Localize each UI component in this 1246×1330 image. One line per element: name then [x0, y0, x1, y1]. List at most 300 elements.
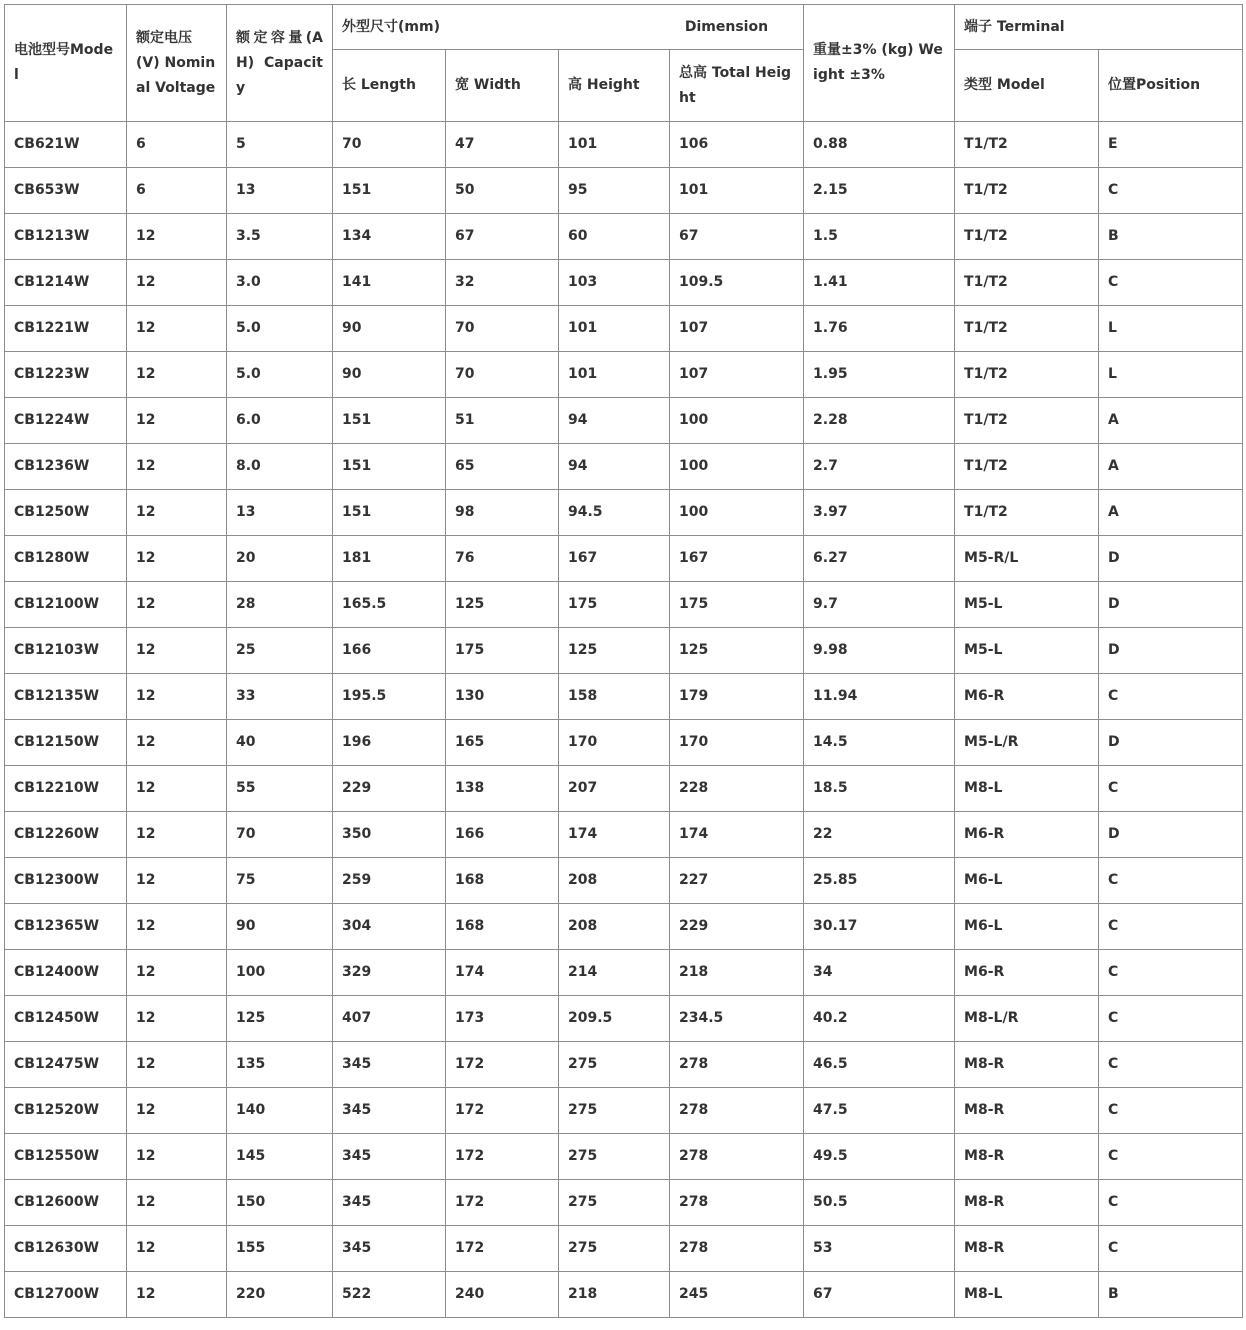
model-cell: CB1236W — [5, 444, 127, 490]
model-cell: CB1250W — [5, 490, 127, 536]
voltage-cell: 12 — [127, 1226, 227, 1272]
total-height-cell: 179 — [670, 674, 804, 720]
table-row — [5, 1134, 1243, 1180]
model-cell: CB1213W — [5, 214, 127, 260]
terminal-position-cell: D — [1099, 812, 1243, 858]
terminal-position-cell: D — [1099, 628, 1243, 674]
table-row — [5, 766, 1243, 812]
total-height-cell: 167 — [670, 536, 804, 582]
width-cell: 240 — [446, 1272, 559, 1318]
model-cell: CB12100W — [5, 582, 127, 628]
terminal-position-cell: C — [1099, 858, 1243, 904]
voltage-cell: 12 — [127, 766, 227, 812]
height-cell: 101 — [559, 122, 670, 168]
length-cell: 345 — [333, 1134, 446, 1180]
terminal-position-cell: A — [1099, 490, 1243, 536]
terminal-position-cell: D — [1099, 720, 1243, 766]
total-height-cell: 109.5 — [670, 260, 804, 306]
capacity-cell: 20 — [227, 536, 333, 582]
terminal-model-cell: T1/T2 — [955, 306, 1099, 352]
width-cell: 70 — [446, 306, 559, 352]
terminal-model-cell: T1/T2 — [955, 490, 1099, 536]
weight-cell: 25.85 — [804, 858, 955, 904]
terminal-position-cell: B — [1099, 214, 1243, 260]
model-cell: CB1214W — [5, 260, 127, 306]
table-row — [5, 260, 1243, 306]
model-cell: CB12600W — [5, 1180, 127, 1226]
terminal-model-cell: M6-R — [955, 950, 1099, 996]
terminal-position-cell: A — [1099, 398, 1243, 444]
table-row — [5, 1180, 1243, 1226]
terminal-model-cell: T1/T2 — [955, 260, 1099, 306]
table-row — [5, 950, 1243, 996]
total-height-cell: 175 — [670, 582, 804, 628]
terminal-model-cell: M5-L — [955, 582, 1099, 628]
model-cell: CB12300W — [5, 858, 127, 904]
total-height-cell: 67 — [670, 214, 804, 260]
table-row — [5, 996, 1243, 1042]
length-cell: 151 — [333, 168, 446, 214]
length-cell: 350 — [333, 812, 446, 858]
height-cell: 95 — [559, 168, 670, 214]
weight-cell: 11.94 — [804, 674, 955, 720]
model-cell: CB12103W — [5, 628, 127, 674]
terminal-model-cell: T1/T2 — [955, 122, 1099, 168]
model-cell: CB12260W — [5, 812, 127, 858]
height-cell: 208 — [559, 904, 670, 950]
terminal-model-cell: M8-R — [955, 1088, 1099, 1134]
voltage-cell: 12 — [127, 674, 227, 720]
total-height-cell: 227 — [670, 858, 804, 904]
voltage-cell: 12 — [127, 950, 227, 996]
capacity-cell: 3.0 — [227, 260, 333, 306]
capacity-cell: 100 — [227, 950, 333, 996]
terminal-position-cell: E — [1099, 122, 1243, 168]
capacity-cell: 125 — [227, 996, 333, 1042]
terminal-position-cell: C — [1099, 1134, 1243, 1180]
terminal-position-cell: C — [1099, 904, 1243, 950]
length-cell: 134 — [333, 214, 446, 260]
width-cell: 166 — [446, 812, 559, 858]
terminal-position-cell: D — [1099, 536, 1243, 582]
total-height-cell: 278 — [670, 1042, 804, 1088]
width-cell: 165 — [446, 720, 559, 766]
terminal-position-cell: C — [1099, 950, 1243, 996]
table-row — [5, 904, 1243, 950]
total-height-cell: 174 — [670, 812, 804, 858]
model-cell: CB12135W — [5, 674, 127, 720]
terminal-model-cell: M8-R — [955, 1134, 1099, 1180]
terminal-model-cell: M5-L/R — [955, 720, 1099, 766]
model-cell: CB12475W — [5, 1042, 127, 1088]
model-cell: CB12630W — [5, 1226, 127, 1272]
voltage-cell: 12 — [127, 260, 227, 306]
total-height-cell: 229 — [670, 904, 804, 950]
total-height-cell: 106 — [670, 122, 804, 168]
total-height-cell: 170 — [670, 720, 804, 766]
terminal-position-cell: C — [1099, 1226, 1243, 1272]
terminal-position-cell: B — [1099, 1272, 1243, 1318]
width-cell: 172 — [446, 1042, 559, 1088]
height-cell: 275 — [559, 1088, 670, 1134]
capacity-cell: 5.0 — [227, 306, 333, 352]
header-model: 电池型号Model — [5, 5, 127, 122]
height-cell: 170 — [559, 720, 670, 766]
weight-cell: 1.95 — [804, 352, 955, 398]
table-row — [5, 1272, 1243, 1318]
height-cell: 275 — [559, 1134, 670, 1180]
width-cell: 51 — [446, 398, 559, 444]
width-cell: 174 — [446, 950, 559, 996]
capacity-cell: 150 — [227, 1180, 333, 1226]
capacity-cell: 70 — [227, 812, 333, 858]
height-cell: 158 — [559, 674, 670, 720]
voltage-cell: 12 — [127, 1088, 227, 1134]
voltage-cell: 12 — [127, 352, 227, 398]
terminal-model-cell: M6-L — [955, 858, 1099, 904]
model-cell: CB1221W — [5, 306, 127, 352]
table-row — [5, 628, 1243, 674]
capacity-cell: 25 — [227, 628, 333, 674]
terminal-model-cell: M8-R — [955, 1226, 1099, 1272]
voltage-cell: 12 — [127, 490, 227, 536]
width-cell: 138 — [446, 766, 559, 812]
height-cell: 167 — [559, 536, 670, 582]
table-row — [5, 812, 1243, 858]
header-terminal-position: 位置Position — [1099, 50, 1243, 122]
model-cell: CB653W — [5, 168, 127, 214]
width-cell: 70 — [446, 352, 559, 398]
width-cell: 130 — [446, 674, 559, 720]
terminal-model-cell: M5-R/L — [955, 536, 1099, 582]
table-row — [5, 1226, 1243, 1272]
length-cell: 229 — [333, 766, 446, 812]
voltage-cell: 6 — [127, 122, 227, 168]
capacity-cell: 3.5 — [227, 214, 333, 260]
length-cell: 522 — [333, 1272, 446, 1318]
capacity-cell: 33 — [227, 674, 333, 720]
header-voltage: 额定电压 (V) Nominal Voltage — [127, 5, 227, 122]
voltage-cell: 12 — [127, 720, 227, 766]
model-cell: CB621W — [5, 122, 127, 168]
header-height: 高 Height — [559, 50, 670, 122]
length-cell: 259 — [333, 858, 446, 904]
voltage-cell: 12 — [127, 582, 227, 628]
table-row — [5, 306, 1243, 352]
length-cell: 345 — [333, 1180, 446, 1226]
width-cell: 172 — [446, 1134, 559, 1180]
terminal-position-cell: A — [1099, 444, 1243, 490]
weight-cell: 50.5 — [804, 1180, 955, 1226]
weight-cell: 2.28 — [804, 398, 955, 444]
terminal-model-cell: M6-R — [955, 674, 1099, 720]
length-cell: 90 — [333, 352, 446, 398]
table-row — [5, 674, 1243, 720]
length-cell: 304 — [333, 904, 446, 950]
table-row — [5, 352, 1243, 398]
table-body — [5, 122, 1243, 1318]
weight-cell: 67 — [804, 1272, 955, 1318]
height-cell: 175 — [559, 582, 670, 628]
total-height-cell: 100 — [670, 398, 804, 444]
weight-cell: 2.15 — [804, 168, 955, 214]
width-cell: 175 — [446, 628, 559, 674]
width-cell: 173 — [446, 996, 559, 1042]
model-cell: CB12450W — [5, 996, 127, 1042]
height-cell: 94 — [559, 444, 670, 490]
terminal-model-cell: M8-L — [955, 1272, 1099, 1318]
width-cell: 47 — [446, 122, 559, 168]
terminal-position-cell: C — [1099, 1088, 1243, 1134]
voltage-cell: 12 — [127, 904, 227, 950]
terminal-model-cell: M6-L — [955, 904, 1099, 950]
model-cell: CB12700W — [5, 1272, 127, 1318]
weight-cell: 1.76 — [804, 306, 955, 352]
table-row — [5, 858, 1243, 904]
weight-cell: 1.5 — [804, 214, 955, 260]
terminal-position-cell: C — [1099, 674, 1243, 720]
table-row — [5, 122, 1243, 168]
total-height-cell: 278 — [670, 1226, 804, 1272]
total-height-cell: 278 — [670, 1088, 804, 1134]
voltage-cell: 12 — [127, 214, 227, 260]
height-cell: 218 — [559, 1272, 670, 1318]
length-cell: 345 — [333, 1088, 446, 1134]
model-cell: CB12365W — [5, 904, 127, 950]
weight-cell: 46.5 — [804, 1042, 955, 1088]
total-height-cell: 245 — [670, 1272, 804, 1318]
model-cell: CB1223W — [5, 352, 127, 398]
weight-cell: 34 — [804, 950, 955, 996]
length-cell: 151 — [333, 398, 446, 444]
model-cell: CB12150W — [5, 720, 127, 766]
table-row — [5, 582, 1243, 628]
capacity-cell: 8.0 — [227, 444, 333, 490]
width-cell: 32 — [446, 260, 559, 306]
total-height-cell: 101 — [670, 168, 804, 214]
height-cell: 275 — [559, 1226, 670, 1272]
table-row — [5, 168, 1243, 214]
voltage-cell: 12 — [127, 1042, 227, 1088]
capacity-cell: 90 — [227, 904, 333, 950]
terminal-position-cell: C — [1099, 766, 1243, 812]
weight-cell: 6.27 — [804, 536, 955, 582]
total-height-cell: 100 — [670, 490, 804, 536]
terminal-position-cell: C — [1099, 996, 1243, 1042]
terminal-model-cell: M8-R — [955, 1180, 1099, 1226]
height-cell: 207 — [559, 766, 670, 812]
height-cell: 60 — [559, 214, 670, 260]
voltage-cell: 12 — [127, 444, 227, 490]
capacity-cell: 140 — [227, 1088, 333, 1134]
model-cell: CB12400W — [5, 950, 127, 996]
capacity-cell: 5.0 — [227, 352, 333, 398]
total-height-cell: 234.5 — [670, 996, 804, 1042]
width-cell: 172 — [446, 1088, 559, 1134]
weight-cell: 14.5 — [804, 720, 955, 766]
terminal-model-cell: T1/T2 — [955, 444, 1099, 490]
model-cell: CB12520W — [5, 1088, 127, 1134]
table-row — [5, 444, 1243, 490]
terminal-model-cell: T1/T2 — [955, 168, 1099, 214]
terminal-model-cell: M6-R — [955, 812, 1099, 858]
width-cell: 172 — [446, 1226, 559, 1272]
width-cell: 65 — [446, 444, 559, 490]
length-cell: 407 — [333, 996, 446, 1042]
total-height-cell: 100 — [670, 444, 804, 490]
width-cell: 172 — [446, 1180, 559, 1226]
table-row — [5, 720, 1243, 766]
length-cell: 196 — [333, 720, 446, 766]
table-row — [5, 214, 1243, 260]
weight-cell: 18.5 — [804, 766, 955, 812]
table-row — [5, 490, 1243, 536]
length-cell: 151 — [333, 490, 446, 536]
terminal-position-cell: D — [1099, 582, 1243, 628]
terminal-model-cell: M5-L — [955, 628, 1099, 674]
table-row — [5, 536, 1243, 582]
length-cell: 141 — [333, 260, 446, 306]
length-cell: 90 — [333, 306, 446, 352]
capacity-cell: 155 — [227, 1226, 333, 1272]
height-cell: 275 — [559, 1042, 670, 1088]
length-cell: 151 — [333, 444, 446, 490]
capacity-cell: 5 — [227, 122, 333, 168]
weight-cell: 0.88 — [804, 122, 955, 168]
model-cell: CB1224W — [5, 398, 127, 444]
capacity-cell: 135 — [227, 1042, 333, 1088]
width-cell: 168 — [446, 904, 559, 950]
header-total-height: 总高 Total Height — [670, 50, 804, 122]
terminal-position-cell: C — [1099, 168, 1243, 214]
voltage-cell: 6 — [127, 168, 227, 214]
voltage-cell: 12 — [127, 1134, 227, 1180]
width-cell: 168 — [446, 858, 559, 904]
height-cell: 101 — [559, 352, 670, 398]
weight-cell: 47.5 — [804, 1088, 955, 1134]
length-cell: 329 — [333, 950, 446, 996]
voltage-cell: 12 — [127, 536, 227, 582]
length-cell: 70 — [333, 122, 446, 168]
weight-cell: 22 — [804, 812, 955, 858]
total-height-cell: 125 — [670, 628, 804, 674]
weight-cell: 1.41 — [804, 260, 955, 306]
height-cell: 209.5 — [559, 996, 670, 1042]
terminal-model-cell: T1/T2 — [955, 398, 1099, 444]
length-cell: 345 — [333, 1226, 446, 1272]
terminal-model-cell: M8-L/R — [955, 996, 1099, 1042]
voltage-cell: 12 — [127, 628, 227, 674]
table-row — [5, 1088, 1243, 1134]
header-terminal-model: 类型 Model — [955, 50, 1099, 122]
weight-cell: 30.17 — [804, 904, 955, 950]
height-cell: 125 — [559, 628, 670, 674]
voltage-cell: 12 — [127, 858, 227, 904]
terminal-model-cell: T1/T2 — [955, 214, 1099, 260]
weight-cell: 40.2 — [804, 996, 955, 1042]
length-cell: 166 — [333, 628, 446, 674]
terminal-model-cell: M8-R — [955, 1042, 1099, 1088]
voltage-cell: 12 — [127, 812, 227, 858]
terminal-position-cell: C — [1099, 260, 1243, 306]
length-cell: 181 — [333, 536, 446, 582]
voltage-cell: 12 — [127, 306, 227, 352]
capacity-cell: 75 — [227, 858, 333, 904]
voltage-cell: 12 — [127, 1180, 227, 1226]
header-width: 宽 Width — [446, 50, 559, 122]
weight-cell: 9.98 — [804, 628, 955, 674]
capacity-cell: 40 — [227, 720, 333, 766]
terminal-model-cell: T1/T2 — [955, 352, 1099, 398]
model-cell: CB1280W — [5, 536, 127, 582]
header-terminal: 端子 Terminal — [955, 5, 1243, 50]
total-height-cell: 218 — [670, 950, 804, 996]
capacity-cell: 13 — [227, 168, 333, 214]
table-row — [5, 398, 1243, 444]
terminal-position-cell: L — [1099, 306, 1243, 352]
weight-cell: 53 — [804, 1226, 955, 1272]
height-cell: 275 — [559, 1180, 670, 1226]
header-dimension — [333, 5, 804, 50]
capacity-cell: 28 — [227, 582, 333, 628]
header-capacity: 额定容量(AH) Capacity — [227, 5, 333, 122]
battery-spec-table — [4, 4, 1243, 1318]
capacity-cell: 6.0 — [227, 398, 333, 444]
weight-cell: 2.7 — [804, 444, 955, 490]
total-height-cell: 228 — [670, 766, 804, 812]
capacity-cell: 145 — [227, 1134, 333, 1180]
height-cell: 94 — [559, 398, 670, 444]
header-row-top — [5, 5, 1243, 50]
width-cell: 98 — [446, 490, 559, 536]
length-cell: 165.5 — [333, 582, 446, 628]
voltage-cell: 12 — [127, 1272, 227, 1318]
terminal-position-cell: L — [1099, 352, 1243, 398]
capacity-cell: 220 — [227, 1272, 333, 1318]
header-weight: 重量±3% (kg) Weight ±3% — [804, 5, 955, 122]
weight-cell: 3.97 — [804, 490, 955, 536]
total-height-cell: 278 — [670, 1180, 804, 1226]
height-cell: 214 — [559, 950, 670, 996]
weight-cell: 9.7 — [804, 582, 955, 628]
height-cell: 208 — [559, 858, 670, 904]
terminal-position-cell: C — [1099, 1180, 1243, 1226]
voltage-cell: 12 — [127, 996, 227, 1042]
header-dimension-en: Dimension — [684, 18, 769, 35]
height-cell: 103 — [559, 260, 670, 306]
header-length: 长 Length — [333, 50, 446, 122]
length-cell: 345 — [333, 1042, 446, 1088]
total-height-cell: 278 — [670, 1134, 804, 1180]
width-cell: 50 — [446, 168, 559, 214]
length-cell: 195.5 — [333, 674, 446, 720]
width-cell: 125 — [446, 582, 559, 628]
weight-cell: 49.5 — [804, 1134, 955, 1180]
height-cell: 94.5 — [559, 490, 670, 536]
total-height-cell: 107 — [670, 306, 804, 352]
model-cell: CB12210W — [5, 766, 127, 812]
width-cell: 67 — [446, 214, 559, 260]
table-row — [5, 1042, 1243, 1088]
header-dimension-cn: 外型尺寸(mm) — [342, 18, 440, 35]
model-cell: CB12550W — [5, 1134, 127, 1180]
terminal-model-cell: M8-L — [955, 766, 1099, 812]
capacity-cell: 55 — [227, 766, 333, 812]
height-cell: 174 — [559, 812, 670, 858]
total-height-cell: 107 — [670, 352, 804, 398]
capacity-cell: 13 — [227, 490, 333, 536]
voltage-cell: 12 — [127, 398, 227, 444]
